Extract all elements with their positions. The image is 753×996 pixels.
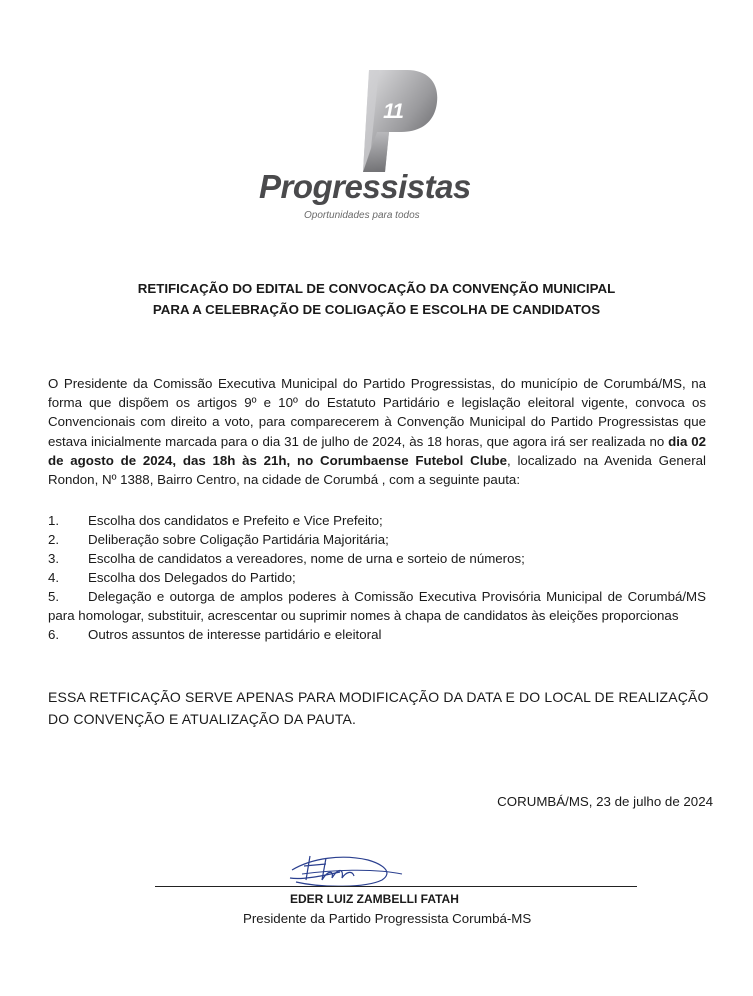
agenda-item [48, 625, 706, 644]
agenda-item [48, 568, 706, 587]
agenda-item-number: 4. [48, 570, 60, 585]
party-logo [255, 62, 515, 230]
agenda-item [48, 549, 706, 568]
rectification-notice: ESSA RETFICAÇÃO SERVE APENAS PARA MODIFICAÇÃO DA DATA E DO LOCAL DE REALIZAÇÃO DO CONVENÇÃO E ATUALIZAÇÃO DA PAUTA. [48, 689, 709, 727]
paragraph-text-1: O Presidente da Comissão Executiva Municipal do Partido Progressistas, do município de Corumbá/MS, na forma que dispõem os artigos 9º e 10º do Estatuto Partidário e legislação eleitoral vigente, convoca os Convencionais com direito a voto, para comparecerem à Convenção Municipal do Partido Progressistas que estava inicialmente marcada para o dia 31 de julho de 2024, às 18 horas, que agora irá ser realizada no [48, 376, 706, 449]
agenda-item-text: Escolha dos Delegados do Partido; [88, 570, 296, 585]
agenda-item [48, 511, 706, 530]
agenda-item-number: 6. [48, 627, 60, 642]
agenda-item-number: 3. [48, 551, 60, 566]
party-name: Progressistas [259, 168, 471, 205]
signer-role: Presidente da Partido Progressista Corumbá-MS [243, 911, 532, 926]
agenda-item-text: Escolha dos candidatos e Prefeito e Vice Prefeito; [88, 513, 383, 528]
place-date: CORUMBÁ/MS, 23 de julho de 2024 [497, 794, 713, 809]
paragraph-text-2: , localizado na Avenida General Rondon, Nº 1388, Bairro Centro, na cidade de Corumbá , com a seguinte pauta: [48, 452, 706, 488]
agenda-item-text: Deliberação sobre Coligação Partidária Majoritária; [88, 532, 389, 547]
party-slogan: Oportunidades para todos [304, 210, 420, 221]
agenda-item-text: Delegação e outorga de amplos poderes à Comissão Executiva Provisória Municipal de Corumbá/MS para homologar, substituir, acrescentar ou suprimir nomes à chapa de candidatos às eleições proporcionas [48, 589, 706, 623]
title-line-1: RETIFICAÇÃO DO EDITAL DE CONVOCAÇÃO DA CONVENÇÃO MUNICIPAL [137, 281, 616, 296]
handwritten-signature [282, 850, 412, 890]
agenda-item-text: Outros assuntos de interesse partidário e eleitoral [88, 627, 382, 642]
agenda-item-text: Escolha de candidatos a vereadores, nome de urna e sorteio de números; [88, 551, 525, 566]
signature-line [155, 886, 637, 887]
title-line-2: PARA A CELEBRAÇÃO DE COLIGAÇÃO E ESCOLHA DE CANDIDATOS [152, 302, 601, 317]
document-title [60, 278, 693, 320]
agenda-list [48, 511, 706, 644]
paragraph-bold-event: dia 02 de agosto de 2024, das 18h às 21h, no Corumbaense Futebol Clube [48, 433, 707, 468]
convocation-paragraph [48, 374, 706, 489]
agenda-item-number: 5. [48, 589, 60, 604]
agenda-item [48, 530, 706, 549]
agenda-item-number: 2. [48, 532, 60, 547]
signer-name: EDER LUIZ ZAMBELLI FATAH [290, 892, 459, 906]
agenda-item-number: 1. [48, 513, 60, 528]
party-number: 11 [383, 100, 403, 123]
agenda-item [48, 587, 706, 625]
